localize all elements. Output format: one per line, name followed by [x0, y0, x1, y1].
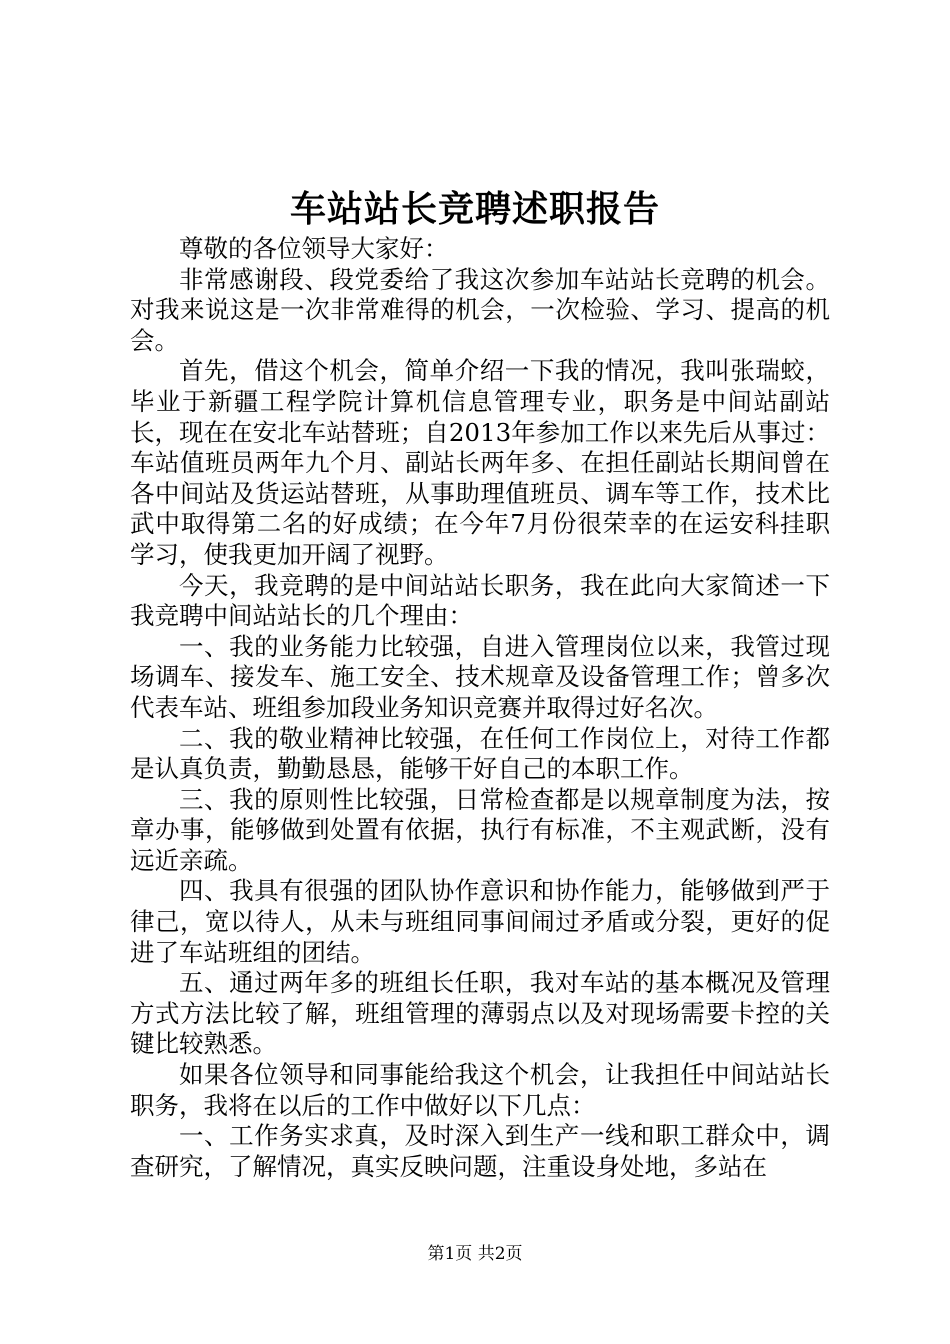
- document-title: 车站站长竞聘述职报告: [289, 188, 660, 230]
- paragraph: 二、我的敬业精神比较强，在任何工作岗位上，对待工作都是认真负责，勤勤恳恳，能够干好自己的本职工作。: [130, 723, 830, 784]
- paragraph: 今天，我竞聘的是中间站站长职务，我在此向大家简述一下我竞聘中间站站长的几个理由：: [130, 570, 830, 631]
- paragraph: 非常感谢段、段党委给了我这次参加车站站长竞聘的机会。对我来说这是一次非常难得的机会，一次检验、学习、提高的机会。: [130, 264, 830, 355]
- paragraph: 首先，借这个机会，简单介绍一下我的情况，我叫张瑞蛟，毕业于新疆工程学院计算机信息管理专业，职务是中间站副站长，现在在安北车站替班；自2013年参加工作以来先后从事过：车站值班员两年九个月、副站长两年多、在担任副站长期间曾在各中间站及货运站替班，从事助理值班员、调车等工作，技术比武中取得第二名的好成绩；在今年7月份很荣幸的在运安科挂职学习，使我更加开阔了视野。: [130, 356, 830, 569]
- paragraph: 五、通过两年多的班组长任职，我对车站的基本概况及管理方式方法比较了解，班组管理的薄弱点以及对现场需要卡控的关键比较熟悉。: [130, 968, 830, 1059]
- page-footer: 第1页 共2页: [427, 1244, 523, 1264]
- paragraph: 如果各位领导和同事能给我这个机会，让我担任中间站站长职务，我将在以后的工作中做好以下几点：: [130, 1060, 830, 1120]
- paragraph-greeting: 尊敬的各位领导大家好：: [179, 234, 449, 263]
- paragraph: 一、我的业务能力比较强，自进入管理岗位以来，我管过现场调车、接发车、施工安全、技术规章及设备管理工作；曾多次代表车站、班组参加段业务知识竞赛并取得过好名次。: [130, 631, 830, 722]
- paragraph: 三、我的原则性比较强，日常检查都是以规章制度为法，按章办事，能够做到处置有依据，执行有标准，不主观武断，没有远近亲疏。: [130, 784, 830, 875]
- document-body: [130, 234, 830, 1182]
- paragraph: 一、工作务实求真，及时深入到生产一线和职工群众中，调查研究，了解情况，真实反映问题，注重设身处地，多站在: [130, 1121, 830, 1181]
- paragraph: 四、我具有很强的团队协作意识和协作能力，能够做到严于律己，宽以待人，从未与班组同事间闹过矛盾或分裂，更好的促进了车站班组的团结。: [130, 876, 830, 967]
